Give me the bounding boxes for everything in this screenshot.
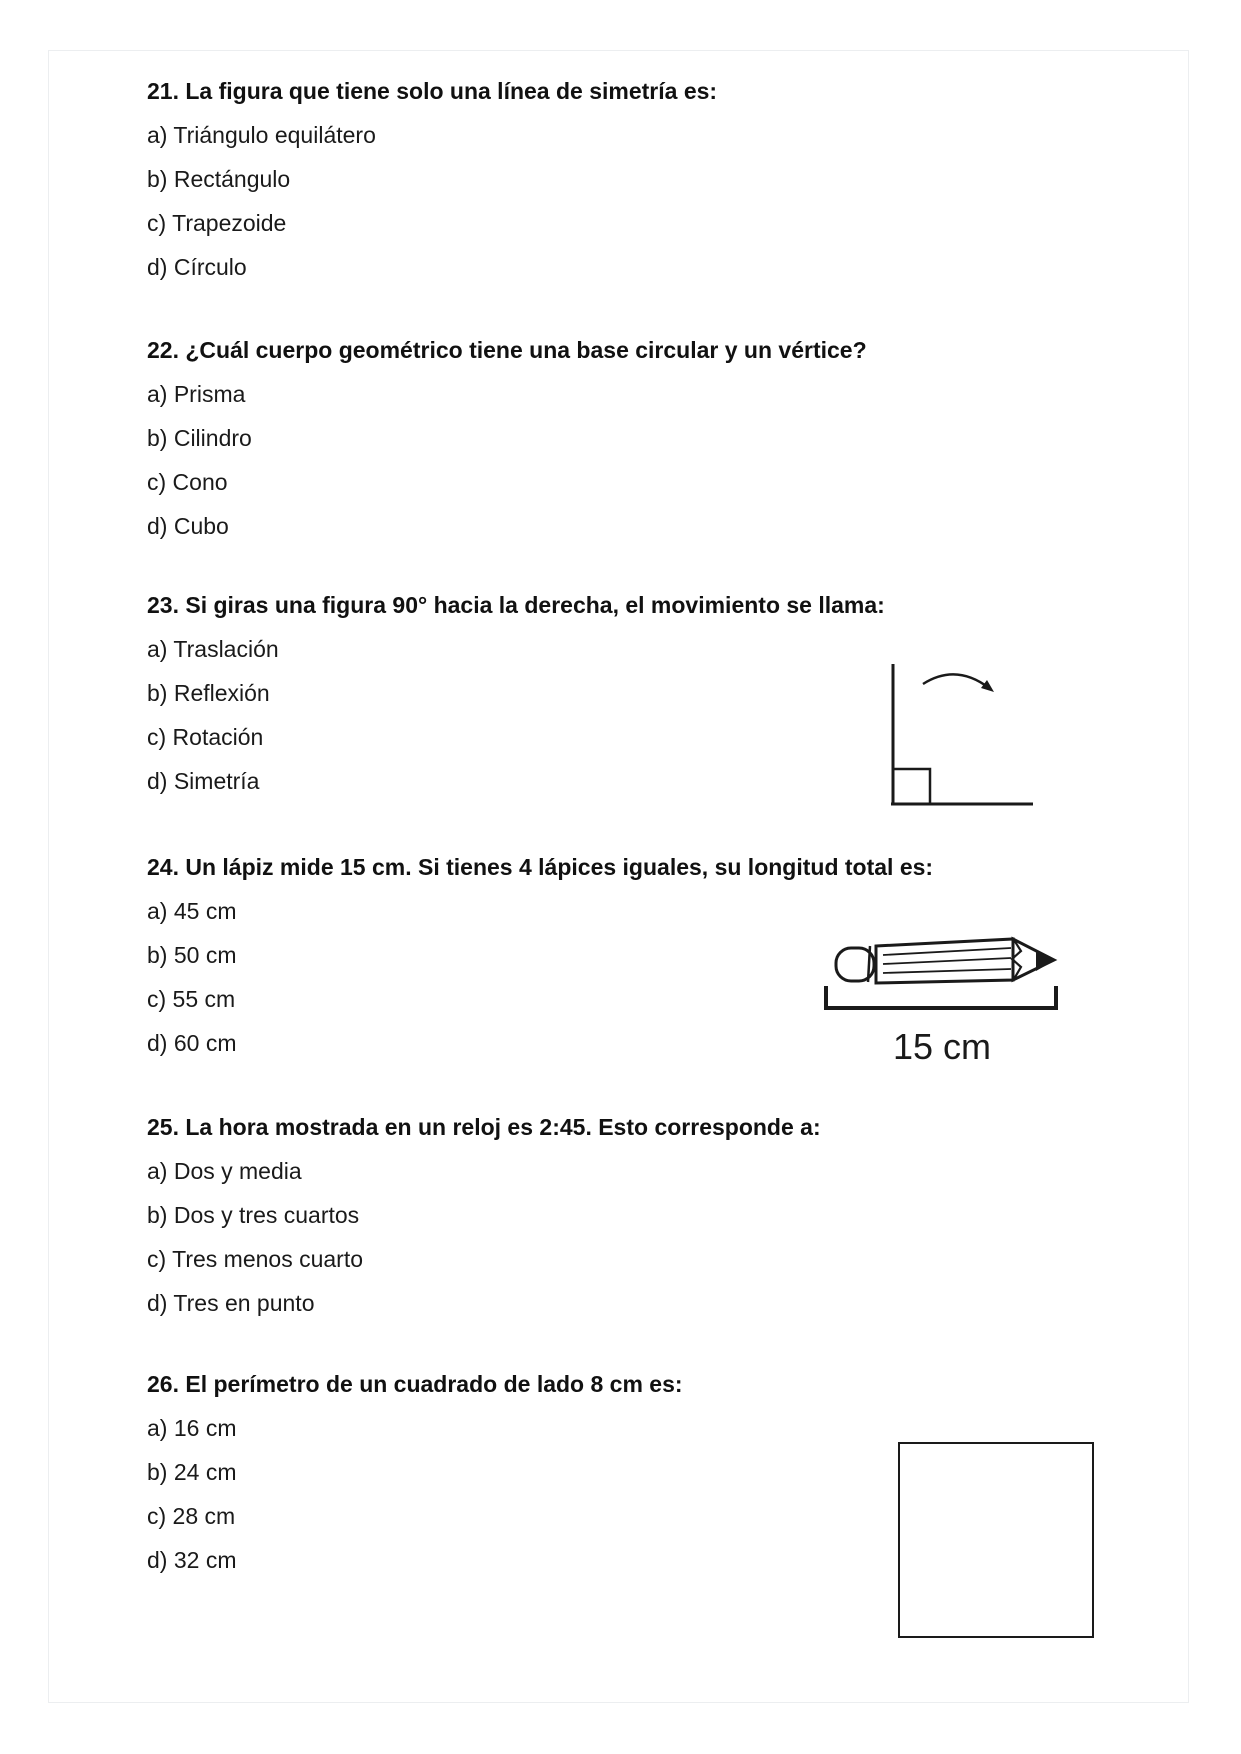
- answer-option: c) 55 cm: [147, 986, 236, 1012]
- question-title: 22. ¿Cuál cuerpo geométrico tiene una base circular y un vértice?: [147, 337, 867, 363]
- question-title: 24. Un lápiz mide 15 cm. Si tienes 4 lápices iguales, su longitud total es:: [147, 854, 934, 880]
- measure-bracket: [826, 986, 1056, 1008]
- answer-option: c) Rotación: [147, 724, 264, 750]
- square-figure: [898, 1442, 1094, 1638]
- question-block-25: [147, 1105, 821, 1325]
- answer-option: c) Trapezoide: [147, 210, 287, 236]
- answer-option: b) Cilindro: [147, 425, 252, 451]
- question-title: 21. La figura que tiene solo una línea de simetría es:: [147, 78, 718, 104]
- question-title: 23. Si giras una figura 90° hacia la derecha, el movimiento se llama:: [147, 592, 885, 618]
- pencil-figure: [821, 926, 1071, 1021]
- answer-option: b) 24 cm: [147, 1459, 237, 1485]
- answer-option: b) Rectángulo: [147, 166, 291, 192]
- answer-option: a) Triángulo equilátero: [147, 122, 376, 148]
- answer-option: a) Dos y media: [147, 1158, 302, 1184]
- question-title: 26. El perímetro de un cuadrado de lado 8 cm es:: [147, 1371, 683, 1397]
- answer-option: d) Tres en punto: [147, 1290, 315, 1316]
- answer-option: b) Dos y tres cuartos: [147, 1202, 360, 1228]
- answer-option: d) 60 cm: [147, 1030, 237, 1056]
- rotation-arrow-icon: [923, 674, 989, 688]
- answer-option: b) 50 cm: [147, 942, 237, 968]
- answer-option: a) 45 cm: [147, 898, 237, 924]
- pencil-length-label: 15 cm: [892, 1026, 992, 1067]
- question-block-21: [147, 69, 717, 289]
- answer-option: c) Cono: [147, 469, 228, 495]
- answer-option: b) Reflexión: [147, 680, 270, 706]
- question-block-24: [147, 845, 933, 1065]
- answer-option: a) Prisma: [147, 381, 246, 407]
- answer-option: a) 16 cm: [147, 1415, 237, 1441]
- answer-option: d) Círculo: [147, 254, 247, 280]
- answer-option: a) Traslación: [147, 636, 279, 662]
- answer-option: c) Tres menos cuarto: [147, 1246, 364, 1272]
- answer-option: d) Simetría: [147, 768, 260, 794]
- question-title: 25. La hora mostrada en un reloj es 2:45. Esto corresponde a:: [147, 1114, 821, 1140]
- answer-option: d) 32 cm: [147, 1547, 237, 1573]
- answer-option: c) 28 cm: [147, 1503, 236, 1529]
- question-block-22: [147, 328, 867, 548]
- question-block-26: [147, 1362, 683, 1582]
- page-card: [48, 50, 1189, 1703]
- question-block-23: [147, 583, 885, 803]
- rotation-figure: [851, 656, 1041, 816]
- answer-option: d) Cubo: [147, 513, 229, 539]
